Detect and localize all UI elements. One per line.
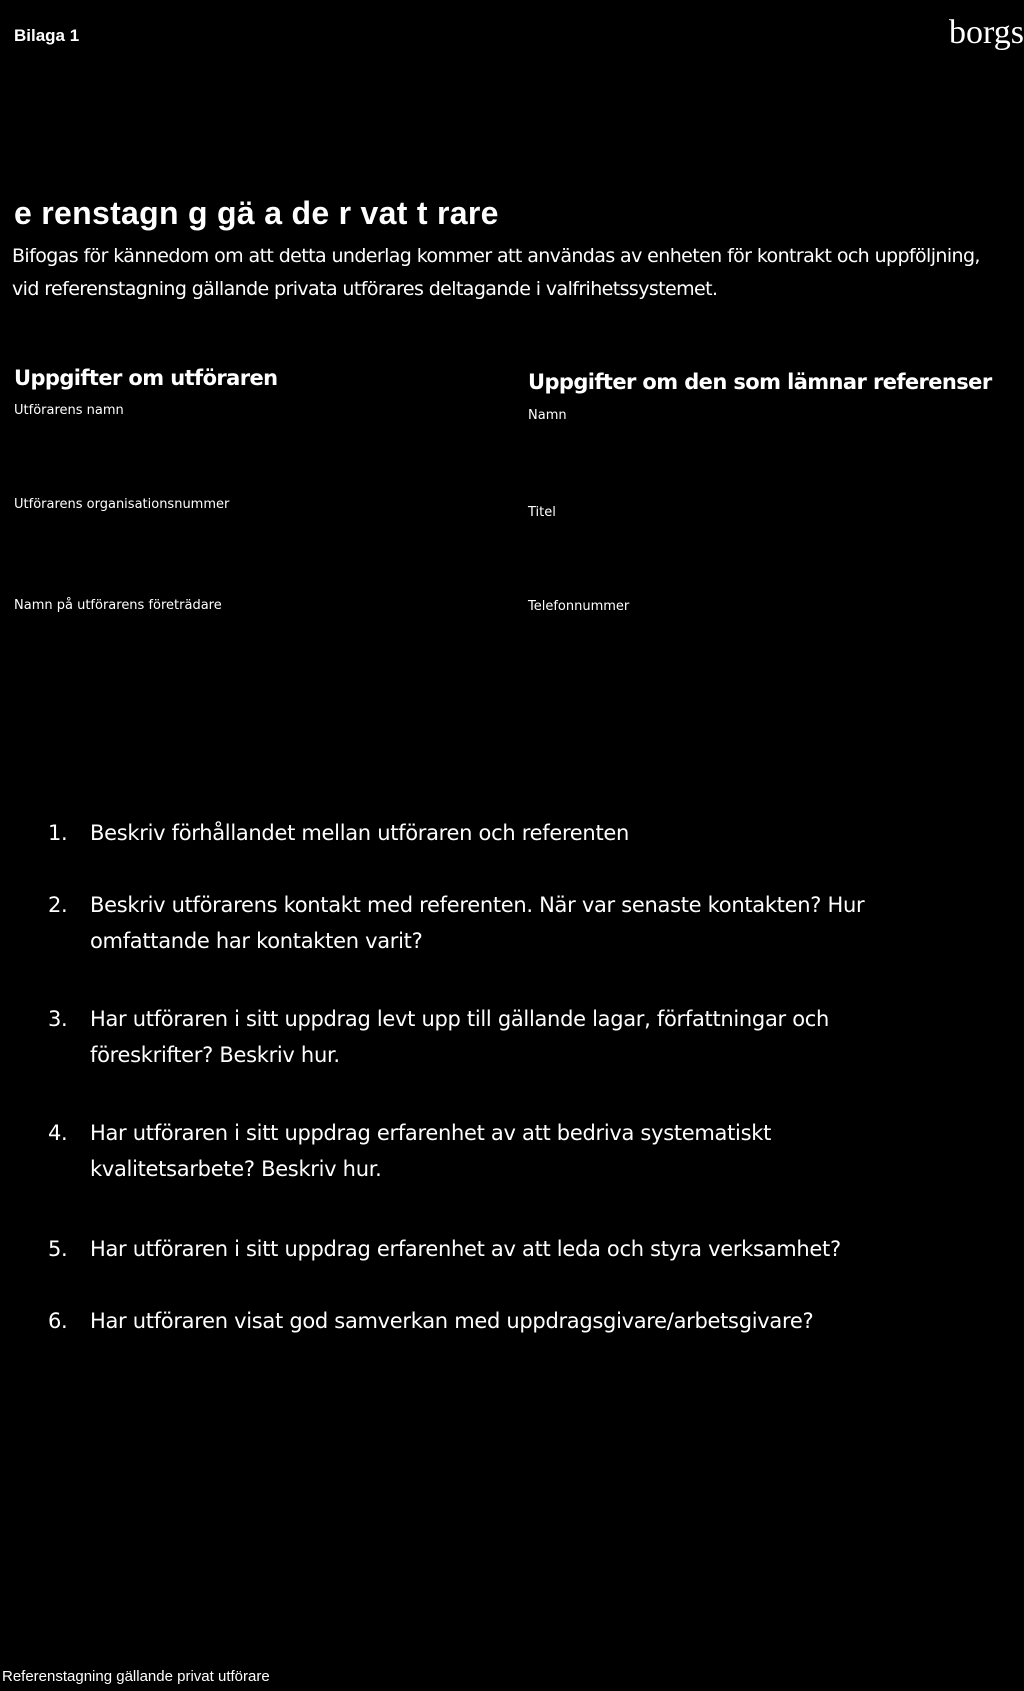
reference-phone-label: Telefonnummer — [528, 599, 630, 614]
footer-text: Referenstagning gällande privat utförare — [2, 1668, 270, 1685]
question-number: 5. — [48, 1237, 68, 1261]
intro-paragraph: Bifogas för kännedom om att detta underlag kommer att användas av enheten för kontrakt och uppföljning, vid referenstagning gällande privata utförares deltagande i valfrihetssystemet. — [12, 245, 980, 300]
attachment-label: Bilaga 1 — [14, 26, 80, 45]
question-number: 2. — [48, 893, 68, 917]
reference-name-label: Namn — [528, 408, 567, 423]
question-text: Har utföraren i sitt uppdrag erfarenhet av att leda och styra verksamhet? — [90, 1237, 841, 1261]
question-number: 1. — [48, 821, 68, 845]
question-number: 4. — [48, 1121, 68, 1145]
logo-text: borgs — [949, 14, 1024, 51]
question-text: Har utföraren i sitt uppdrag erfarenhet av att bedriva systematiskt kvalitetsarbete? Beskriv hur. — [90, 1121, 772, 1181]
provider-representative-label: Namn på utförarens företrädare — [14, 598, 222, 613]
reference-section-heading: Uppgifter om den som lämnar referenser — [528, 370, 992, 394]
question-number: 6. — [48, 1309, 68, 1333]
provider-name-label: Utförarens namn — [14, 403, 124, 418]
question-text: Har utföraren visat god samverkan med uppdragsgivare/arbetsgivare? — [90, 1309, 814, 1333]
question-text: Har utföraren i sitt uppdrag levt upp till gällande lagar, författningar och föreskrifter? Beskriv hur. — [90, 1007, 830, 1067]
document-title: e renstagn g gä a de r vat t rare — [14, 195, 499, 231]
question-text: Beskriv utförarens kontakt med referenten. När var senaste kontakten? Hur omfattande har kontakten varit? — [90, 893, 865, 953]
provider-section-heading: Uppgifter om utföraren — [14, 366, 278, 390]
provider-org-number-label: Utförarens organisationsnummer — [14, 497, 230, 512]
question-number: 3. — [48, 1007, 68, 1031]
question-text: Beskriv förhållandet mellan utföraren och referenten — [90, 821, 630, 845]
reference-title-label: Titel — [528, 505, 556, 520]
